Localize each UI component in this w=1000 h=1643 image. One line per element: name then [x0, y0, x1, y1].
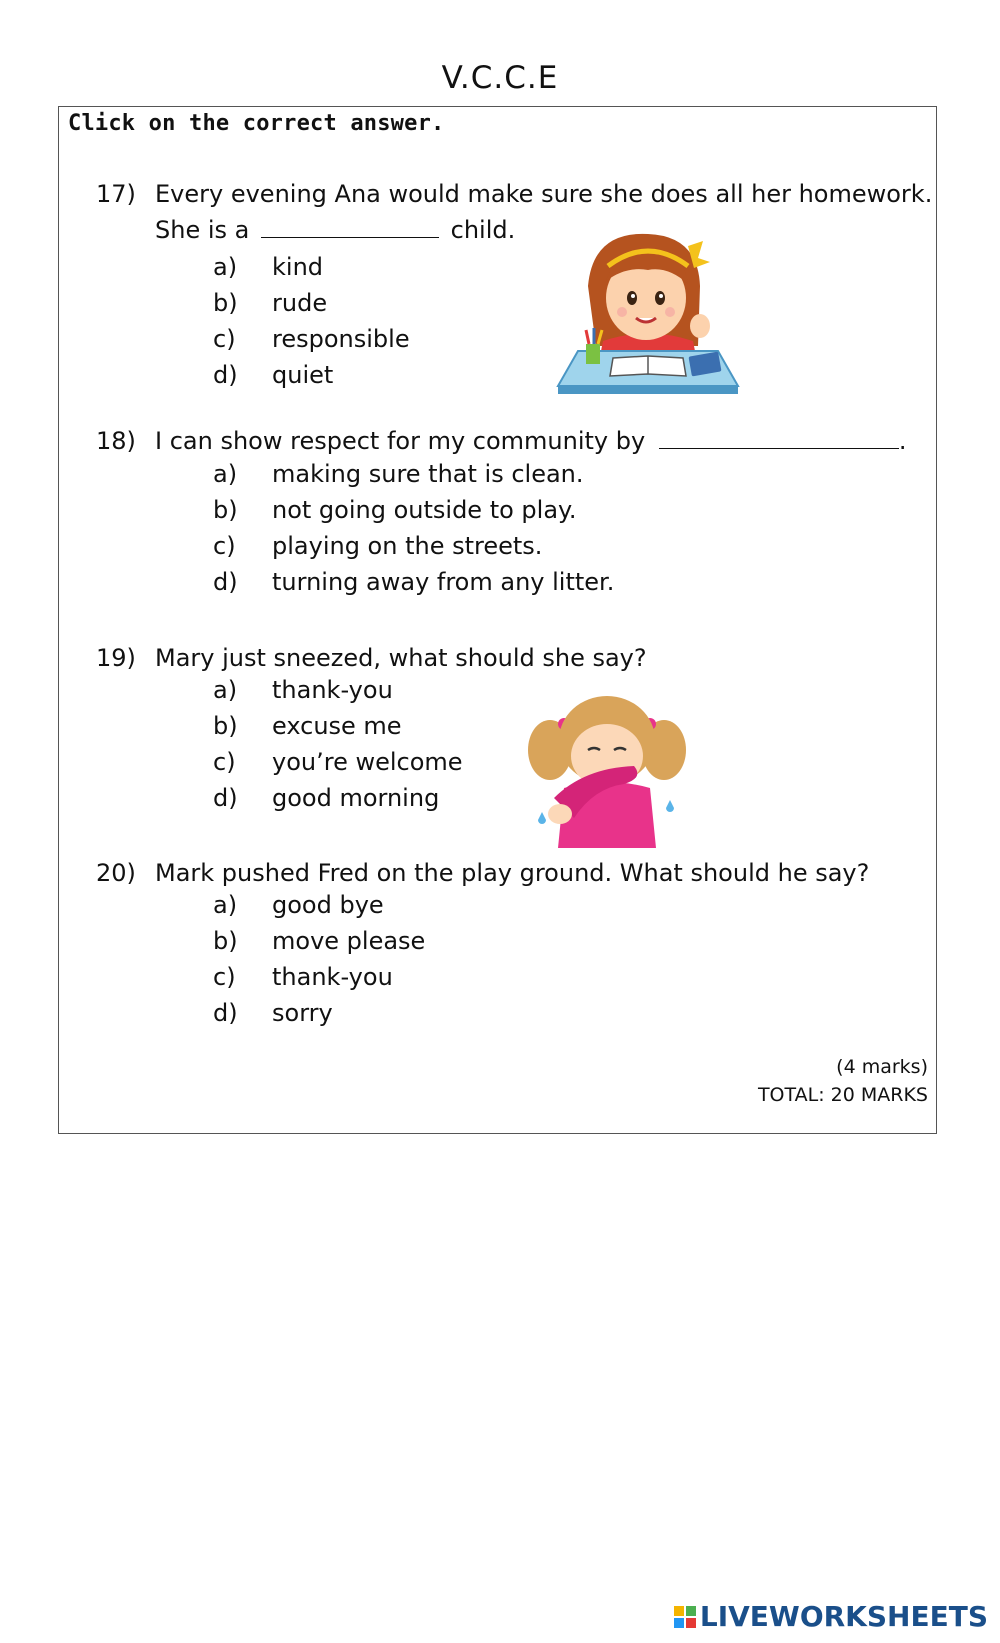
option-text[interactable]: sorry — [272, 999, 333, 1027]
question-number: 20) — [96, 859, 136, 887]
option-letter: b) — [213, 289, 238, 317]
option-text[interactable]: thank-you — [272, 963, 393, 991]
question-text: Mary just sneezed, what should she say? — [155, 644, 647, 672]
question-20 — [0, 855, 1000, 895]
question-text-before-blank: She is a — [155, 216, 250, 244]
option-text[interactable]: responsible — [272, 325, 410, 353]
option-letter: d) — [213, 568, 238, 596]
logo-text: LIVEWORKSHEETS — [699, 1600, 988, 1633]
option-text[interactable]: kind — [272, 253, 324, 281]
question-number: 17) — [96, 180, 136, 208]
page-title: V.C.C.E — [441, 60, 559, 96]
option-letter: c) — [213, 963, 236, 991]
option-text[interactable]: move please — [272, 927, 426, 955]
option-letter: c) — [213, 532, 236, 560]
answer-blank — [261, 215, 439, 238]
option-text[interactable]: you’re welcome — [272, 748, 463, 776]
option-letter: a) — [213, 891, 238, 919]
question-19 — [0, 640, 1000, 680]
answer-blank — [659, 426, 899, 449]
question-17 — [0, 176, 1000, 396]
question-text: Mark pushed Fred on the play ground. What should he say? — [155, 859, 870, 887]
question-18 — [0, 423, 1000, 463]
option-text[interactable]: making sure that is clean. — [272, 460, 584, 488]
option-letter: c) — [213, 748, 236, 776]
question-number: 18) — [96, 427, 136, 455]
instruction-text: Click on the correct answer. — [68, 111, 445, 136]
option-text[interactable]: turning away from any litter. — [272, 568, 615, 596]
option-letter: a) — [213, 253, 238, 281]
option-text[interactable]: rude — [272, 289, 328, 317]
question-text: I can show respect for my community by — [155, 427, 646, 455]
option-text[interactable]: thank-you — [272, 676, 393, 704]
option-text[interactable]: excuse me — [272, 712, 402, 740]
option-letter: b) — [213, 496, 238, 524]
option-letter: d) — [213, 784, 238, 812]
option-letter: b) — [213, 712, 238, 740]
total-marks: TOTAL: 20 MARKS — [757, 1084, 928, 1106]
question-text-line1 — [155, 423, 906, 459]
option-text[interactable]: good morning — [272, 784, 440, 812]
option-letter: a) — [213, 676, 238, 704]
liveworksheets-logo-icon — [674, 1606, 696, 1628]
option-text[interactable]: quiet — [272, 361, 334, 389]
girl-doing-homework-illustration — [548, 226, 744, 402]
question-text: Every evening Ana would make sure she does all her homework. — [155, 180, 933, 208]
girl-sneezing-illustration — [524, 688, 690, 856]
option-letter: d) — [213, 999, 238, 1027]
option-text[interactable]: good bye — [272, 891, 384, 919]
section-marks: (4 marks) — [836, 1056, 928, 1078]
option-text[interactable]: not going outside to play. — [272, 496, 577, 524]
option-text[interactable]: playing on the streets. — [272, 532, 543, 560]
question-number: 19) — [96, 644, 136, 672]
option-letter: b) — [213, 927, 238, 955]
option-letter: d) — [213, 361, 238, 389]
question-text-after-blank: child. — [450, 216, 516, 244]
liveworksheets-logo — [674, 1600, 988, 1633]
question-text-line2 — [155, 212, 515, 248]
option-letter: c) — [213, 325, 236, 353]
question-text-after-blank: . — [898, 427, 907, 455]
option-letter: a) — [213, 460, 238, 488]
